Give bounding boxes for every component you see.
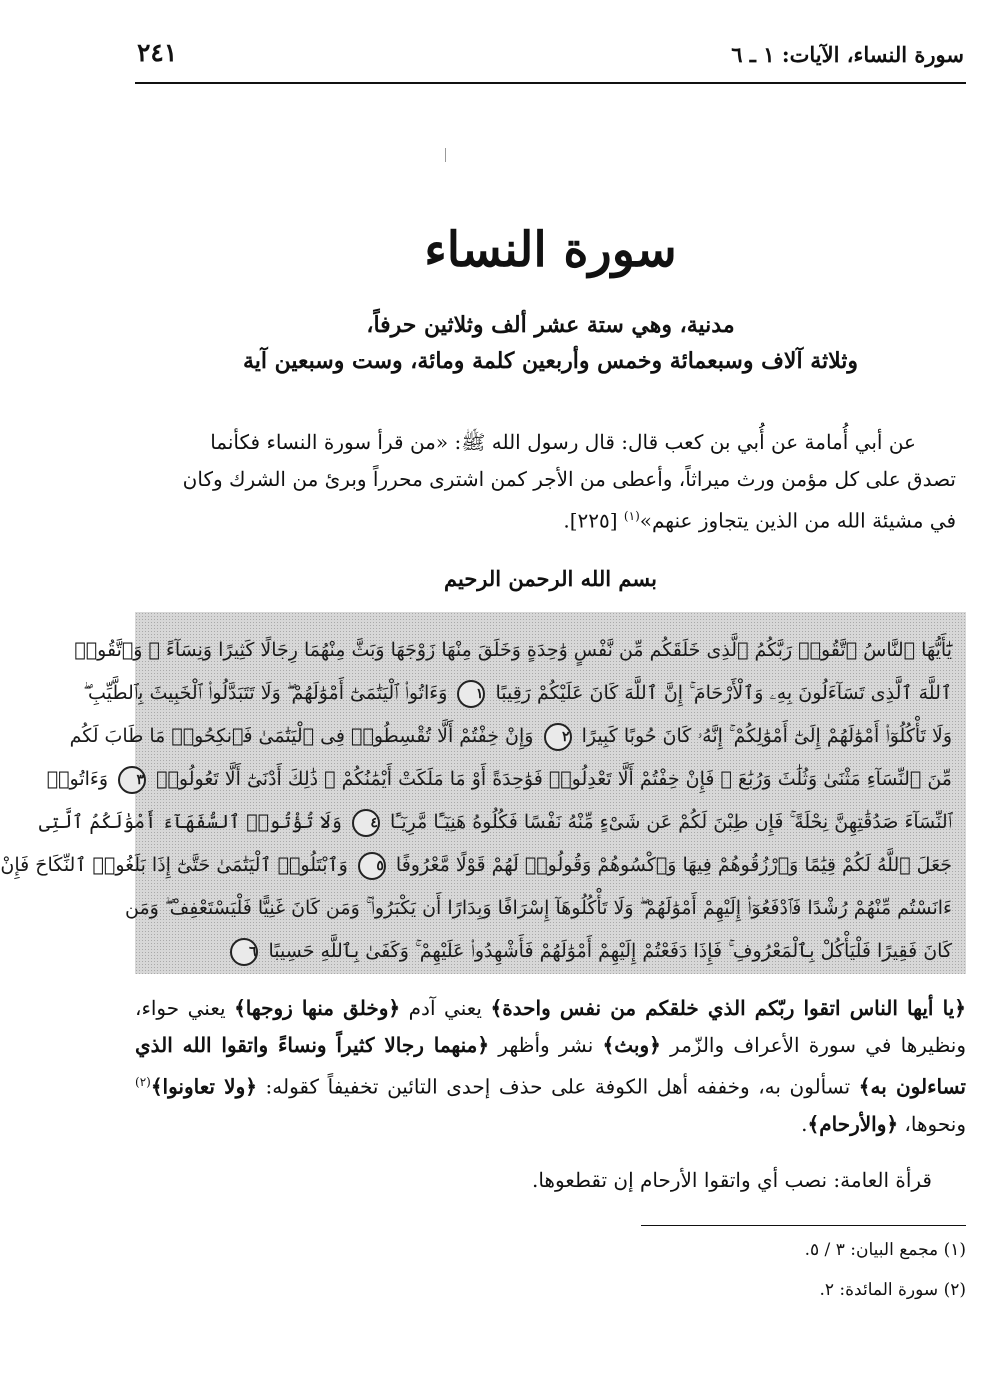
footnote-text: مجمع البيان: ٣ / ٥. [804, 1240, 939, 1260]
quran-segment: وَلَا تُؤْتُوا۟ ٱلسُّفَهَآءَ أَمْوَٰلَكُمُ ٱلَّتِى [38, 811, 342, 833]
quran-quote: ﴿وخلق منها زوجها﴾ [234, 996, 401, 1020]
quran-line [149, 931, 952, 971]
reading-note: قرأة العامة: نصب أي واتقوا الأرحام إن تقطعوها. [531, 1168, 932, 1192]
commentary-text: تسألون به، وخففه أهل الكوفة على حذف إحدى التائين تخفيفاً كقوله: [256, 1074, 859, 1099]
ayah-number-marker: ٤ [352, 809, 380, 837]
footnote-number: (١) [943, 1240, 966, 1260]
footnote-2 [819, 1280, 966, 1300]
scan-mark [445, 148, 446, 162]
basmala: بسم الله الرحمن الرحيم [444, 566, 657, 591]
quran-quote: ﴿والأرحام﴾ [807, 1111, 899, 1136]
quran-line [38, 802, 952, 842]
footnote-1 [805, 1240, 966, 1260]
surah-title: سورة النساء [424, 222, 677, 278]
quran-quote: ﴿يا أيها الناس اتقوا ربّكم الذي خلقكم من نفس واحدة﴾ [490, 996, 966, 1020]
footnote-ref-1: (١) [623, 509, 640, 523]
footnote-text: سورة المائدة: ٢. [819, 1280, 939, 1300]
hadith-line-tail: [٢٢٥]. [563, 508, 624, 533]
commentary-text: ونحوها، [898, 1111, 966, 1136]
quran-segment: جَعَلَ ٱللَّهُ لَكُمْ قِيَٰمًا وَٱرْزُقُوهُمْ فِيهَا وَٱكْسُوهُمْ وَقُولُوا۟ لَهُمْ قَوْلًا مَّعْرُوفًا [395, 854, 952, 876]
hadith-line [145, 498, 956, 540]
footnote-number: (٢) [943, 1280, 966, 1300]
ayah-number-marker: ٦ [230, 938, 258, 966]
quran-text-box [0, 612, 966, 974]
page-number: ٢٤١ [137, 38, 178, 67]
surah-meta-line-2: وثلاثة آلاف وسبعمائة وخمس وأربعين كلمة ومائة، وست وسبعين آية [242, 348, 859, 374]
ayah-number-marker: ١ [457, 680, 485, 708]
quran-quote: ﴿ولا تعاونوا﴾ [150, 1074, 257, 1099]
quran-line [0, 845, 952, 885]
running-title: سورة النساء، الآيات: ١ ـ ٦ [731, 42, 964, 67]
commentary-text: نشر وأظهر [489, 1033, 603, 1057]
footnote-divider [641, 1225, 966, 1226]
quran-segment: وَلَا تَأْكُلُوٓا۟ أَمْوَٰلَهُمْ إِلَىٰٓ أَمْوَٰلِكُمْ ۚ إِنَّهُۥ كَانَ حُوبًا كَبِيرًا [581, 725, 952, 747]
commentary-text: يعني آدم [400, 996, 491, 1020]
ayah-number-marker: ٥ [358, 852, 386, 880]
hadith-paragraph [145, 424, 956, 540]
quran-quote: ﴿وبث﴾ [602, 1033, 661, 1057]
quran-segment: ٱللَّهَ ٱلَّذِى تَسَآءَلُونَ بِهِۦ وَٱلْأَرْحَامَ ۚ إِنَّ ٱللَّهَ كَانَ عَلَيْكُمْ رَقِيبًا [495, 682, 952, 704]
quran-line [69, 716, 952, 756]
quran-segment: وَءَاتُوا۟ [46, 768, 108, 790]
quran-line [46, 759, 952, 799]
quran-segment: ٱلنِّسَآءَ صَدُقَٰتِهِنَّ نِحْلَةً ۚ فَإِن طِبْنَ لَكُمْ عَن شَىْءٍ مِّنْهُ نَفْسًا فَكُلُوهُ هَنِيٓـًٔا مَّرِيٓـًٔا [389, 811, 952, 833]
quran-line: ءَانَسْتُم مِّنْهُمْ رُشْدًا فَٱدْفَعُوٓا۟ إِلَيْهِمْ أَمْوَٰلَهُمْ ۖ وَلَا تَأْكُلُوهَآ إِسْرَافًا وَبِدَارًا أَن يَكْبَرُوا۟ ۚ وَمَن كَانَ غَنِيًّا فَلْيَسْتَعْفِفْ ۖ وَمَن [124, 897, 952, 919]
commentary-text: يعني حواء، ونظيرها في سورة الأعراف والزّمر [135, 996, 966, 1057]
quran-segment: وَإِنْ خِفْتُمْ أَلَّا تُقْسِطُوا۟ فِى ٱلْيَتَٰمَىٰ فَٱنكِحُوا۟ مَا طَابَ لَكُم [69, 725, 534, 747]
commentary-text: . [801, 1111, 808, 1136]
quran-segment: وَءَاتُوا۟ ٱلْيَتَٰمَىٰٓ أَمْوَٰلَهُمْ ۖ وَلَا تَتَبَدَّلُوا۟ ٱلْخَبِيثَ بِٱلطَّيِّبِ ۖ [83, 682, 448, 704]
quran-segment: وَٱبْتَلُوا۟ ٱلْيَتَٰمَىٰ حَتَّىٰٓ إِذَا بَلَغُوا۟ ٱلنِّكَاحَ فَإِنْ [0, 854, 348, 876]
ayah-number-marker: ٣ [118, 766, 146, 794]
ayah-number-marker: ٢ [544, 723, 572, 751]
hadith-line: عن أبي أُمامة عن أُبي بن كعب قال: قال رسول الله ﷺ: «من قرأ سورة النساء فكأنما [210, 430, 916, 454]
quran-segment: مِّنَ ٱلنِّسَآءِ مَثْنَىٰ وَثُلَٰثَ وَرُبَٰعَ ۖ فَإِنْ خِفْتُمْ أَلَّا تَعْدِلُوا۟ فَوَٰحِدَةً أَوْ مَا مَلَكَتْ أَيْمَٰنُكُمْ ۚ ذَٰلِكَ أَدْنَىٰٓ أَلَّا تَعُولُوا۟ [156, 768, 952, 790]
quran-quote: ﴿منهما رجالا كثيراً ونساءً واتقوا الله الذي تساءلون به﴾ [135, 1033, 966, 1099]
hadith-line: تصدق على كل مؤمن ورث ميراثاً، وأعطى من الأجر كمن اشترى محرراً وبرئ من الشرك وكان [182, 467, 956, 491]
quran-segment: كَانَ فَقِيرًا فَلْيَأْكُلْ بِٱلْمَعْرُوفِ ۚ فَإِذَا دَفَعْتُمْ إِلَيْهِمْ أَمْوَٰلَهُمْ فَأَشْهِدُوا۟ عَلَيْهِمْ ۚ وَكَفَىٰ بِٱللَّهِ حَسِيبًا [268, 940, 952, 962]
footnote-ref-2: (٢) [135, 1075, 151, 1089]
surah-meta-line-1: مدنية، وهي ستة عشر ألف وثلاثين حرفاً، [366, 312, 735, 338]
quran-line: يَٰٓأَيُّهَا ٱلنَّاسُ ٱتَّقُوا۟ رَبَّكُمُ ٱلَّذِى خَلَقَكُم مِّن نَّفْسٍ وَٰحِدَةٍ وَخَلَقَ مِنْهَا زَوْجَهَا وَبَثَّ مِنْهُمَا رِجَالًا كَثِيرًا وَنِسَآءً ۚ وَٱتَّقُوا۟ [74, 639, 952, 661]
quran-line [83, 673, 952, 713]
hadith-line-text: في مشيئة الله من الذين يتجاوز عنهم» [639, 508, 956, 533]
commentary-paragraph [135, 990, 966, 1143]
page-header [135, 38, 966, 84]
